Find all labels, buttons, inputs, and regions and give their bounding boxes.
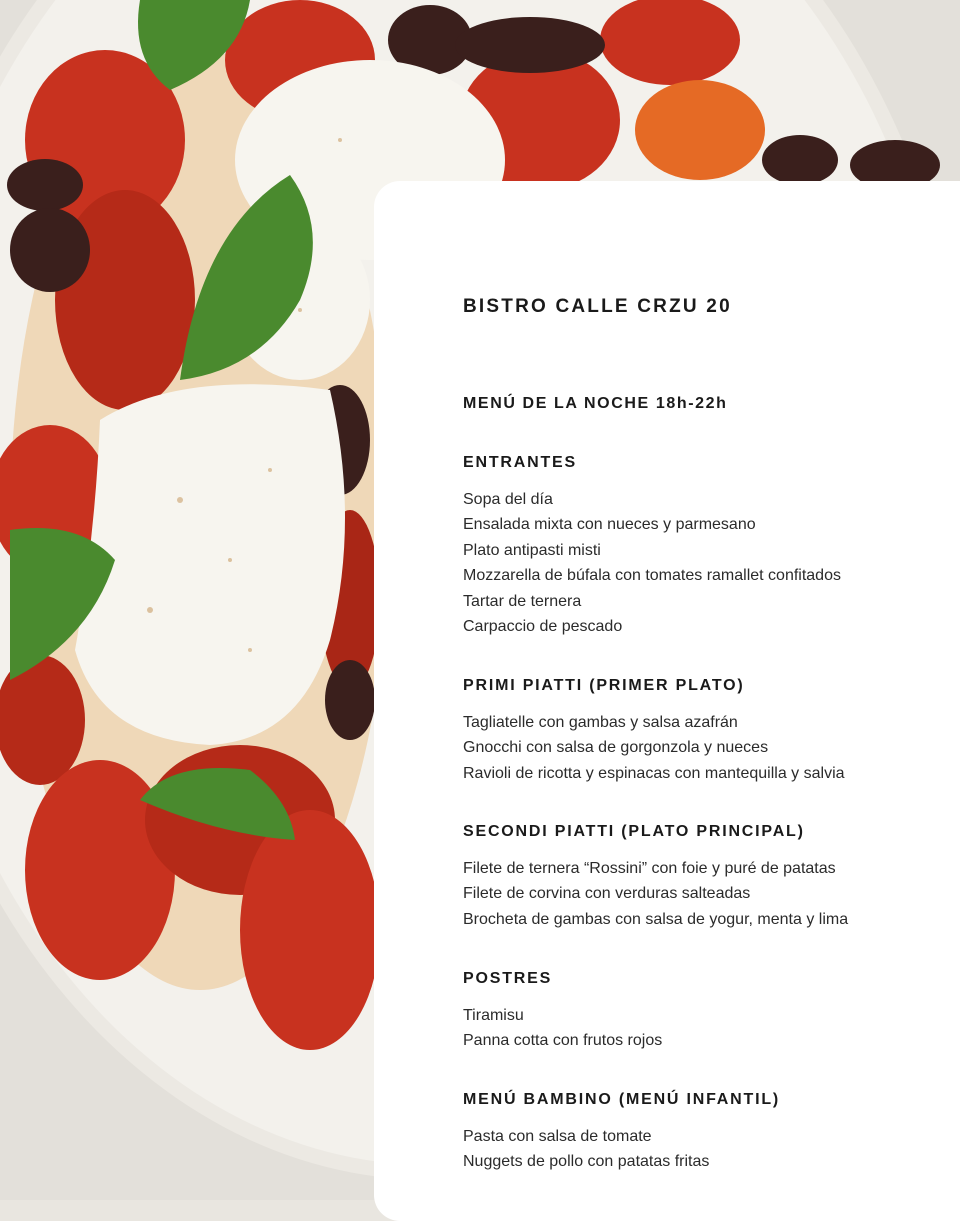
menu-item: Filete de ternera “Rossini” con foie y puré de patatas [463, 860, 836, 877]
section-secondi-piatti [463, 822, 848, 932]
menu-title: MENÚ DE LA NOCHE 18h-22h [463, 395, 728, 412]
menu-item: Ensalada mixta con nueces y parmesano [463, 516, 756, 534]
restaurant-name: BISTRO CALLE CRZU 20 [463, 296, 732, 317]
section-menu-bambino [463, 1090, 780, 1175]
menu-item: Tiramisu [463, 1007, 524, 1024]
menu-item: Tagliatelle con gambas y salsa azafrán [463, 714, 738, 731]
menu-item: Ravioli de ricotta y espinacas con mantequilla y salvia [463, 764, 845, 782]
menu-item: Carpaccio de pescado [463, 618, 623, 636]
section-heading: MENÚ BAMBINO (MENÚ INFANTIL) [463, 1091, 781, 1108]
menu-item: Pasta con salsa de tomate [463, 1128, 652, 1145]
menu-item: Panna cotta con frutos rojos [463, 1032, 663, 1050]
section-postres [463, 969, 662, 1054]
menu-item: Plato antipasti misti [463, 541, 601, 559]
menu-item: Nuggets de pollo con patatas fritas [463, 1153, 710, 1171]
section-heading: ENTRANTES [463, 454, 577, 471]
menu-item: Mozzarella de búfala con tomates ramallet confitados [463, 567, 841, 585]
menu-item: Brocheta de gambas con salsa de yogur, menta y lima [463, 910, 849, 928]
section-heading: POSTRES [463, 970, 553, 987]
menu-item: Filete de corvina con verduras salteadas [463, 885, 751, 903]
section-heading: SECONDI PIATTI (PLATO PRINCIPAL) [463, 823, 805, 840]
menu-item: Gnocchi con salsa de gorgonzola y nueces [463, 739, 769, 757]
section-heading: PRIMI PIATTI (PRIMER PLATO) [463, 677, 745, 694]
section-entrantes [463, 453, 841, 639]
menu-item: Sopa del día [463, 491, 553, 508]
section-primi-piatti [463, 676, 845, 786]
menu-item: Tartar de ternera [463, 592, 582, 610]
